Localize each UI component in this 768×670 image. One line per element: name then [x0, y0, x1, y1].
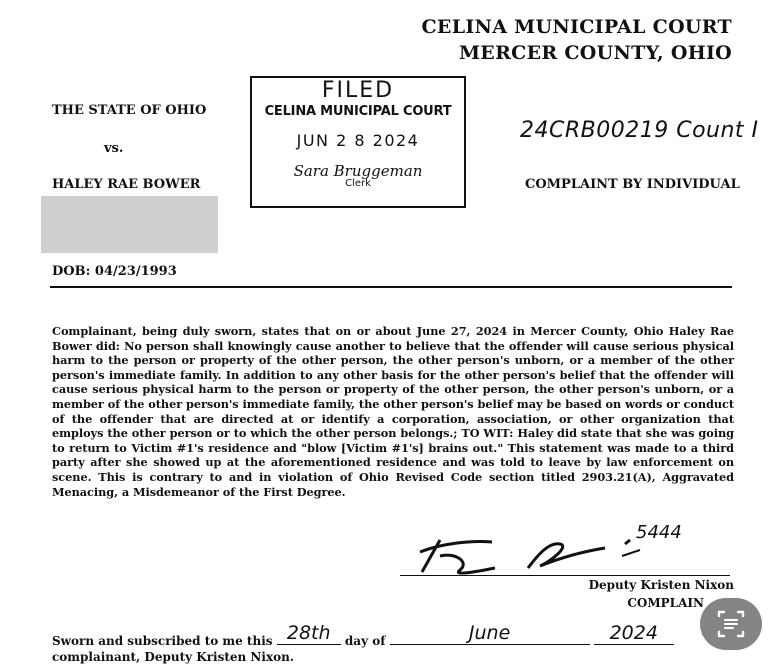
- sworn-year-blank: [594, 622, 674, 645]
- sworn-line-2: complainant, Deputy Kristen Nixon.: [52, 650, 294, 664]
- sworn-day-blank: [277, 622, 341, 645]
- sworn-day: 28th: [286, 622, 331, 644]
- stamp-clerk-label: Clerk: [345, 178, 371, 189]
- defendant-dob: DOB: 04/23/1993: [52, 264, 177, 279]
- clerk-signature: Sara Bruggeman: [293, 162, 423, 180]
- filed-stamp: [250, 76, 466, 208]
- complainant-name: Deputy Kristen Nixon: [588, 578, 734, 592]
- stamp-date: JUN 2 8 2024: [296, 131, 420, 150]
- text-scan-icon: [700, 598, 762, 650]
- sworn-prefix: Sworn and subscribed to me this: [52, 634, 273, 648]
- sworn-month: June: [468, 622, 511, 644]
- defendant-name: HALEY RAE BOWER: [52, 177, 201, 192]
- stamp-court: CELINA MUNICIPAL COURT: [264, 104, 452, 119]
- sworn-day-of: day of: [344, 634, 386, 648]
- complaint-type: COMPLAINT BY INDIVIDUAL: [525, 177, 740, 192]
- court-header: [422, 14, 733, 66]
- versus-label: vs.: [104, 141, 124, 156]
- sworn-year: 2024: [609, 622, 658, 644]
- case-number: 24CRB00219 Count I: [520, 118, 759, 143]
- sworn-line: [52, 622, 674, 648]
- scan-text-button[interactable]: [700, 598, 762, 650]
- sworn-month-blank: [390, 622, 590, 645]
- complaint-body: Complainant, being duly sworn, states that on or about June 27, 2024 in Mercer County, Ohio Haley Rae Bower did: No person shall knowingly cause another to believe that the offender will cause serious physical harm to the person or property of the other person, the other person's unborn, or a member of the other person's immediate family. In addition to any other basis for the other person's belief that the offender will cause serious physical harm to the person or property of the other person, the other person's unborn, or a member of the other person's immediate family, the other person's belief may be based on words or conduct of the offender that are directed at or identify a corporation, association, or other organization that employs the other person or to which the other person belongs.; TO WIT: Haley did state that she was going to return to Victim #1's residence and "blow [Victim #1's] brains out." This statement was made to a third party after she showed up at the aforementioned residence and was told to leave by law enforcement on scene. This is contrary to and in violation of Ohio Revised Code section titled 2903.21(A), Aggravated Menacing, a Misdemeanor of the First Degree.: [52, 324, 734, 499]
- redaction-box: [41, 196, 218, 253]
- stamp-filed: FILED: [321, 78, 395, 103]
- court-county: MERCER COUNTY, OHIO: [458, 42, 732, 64]
- plaintiff-name: THE STATE OF OHIO: [52, 103, 207, 118]
- divider-rule: [50, 286, 732, 288]
- badge-number: 5444: [636, 522, 682, 543]
- complainant-role: COMPLAIN: [627, 596, 704, 610]
- court-name: CELINA MUNICIPAL COURT: [421, 16, 732, 38]
- signature-line: [400, 575, 730, 576]
